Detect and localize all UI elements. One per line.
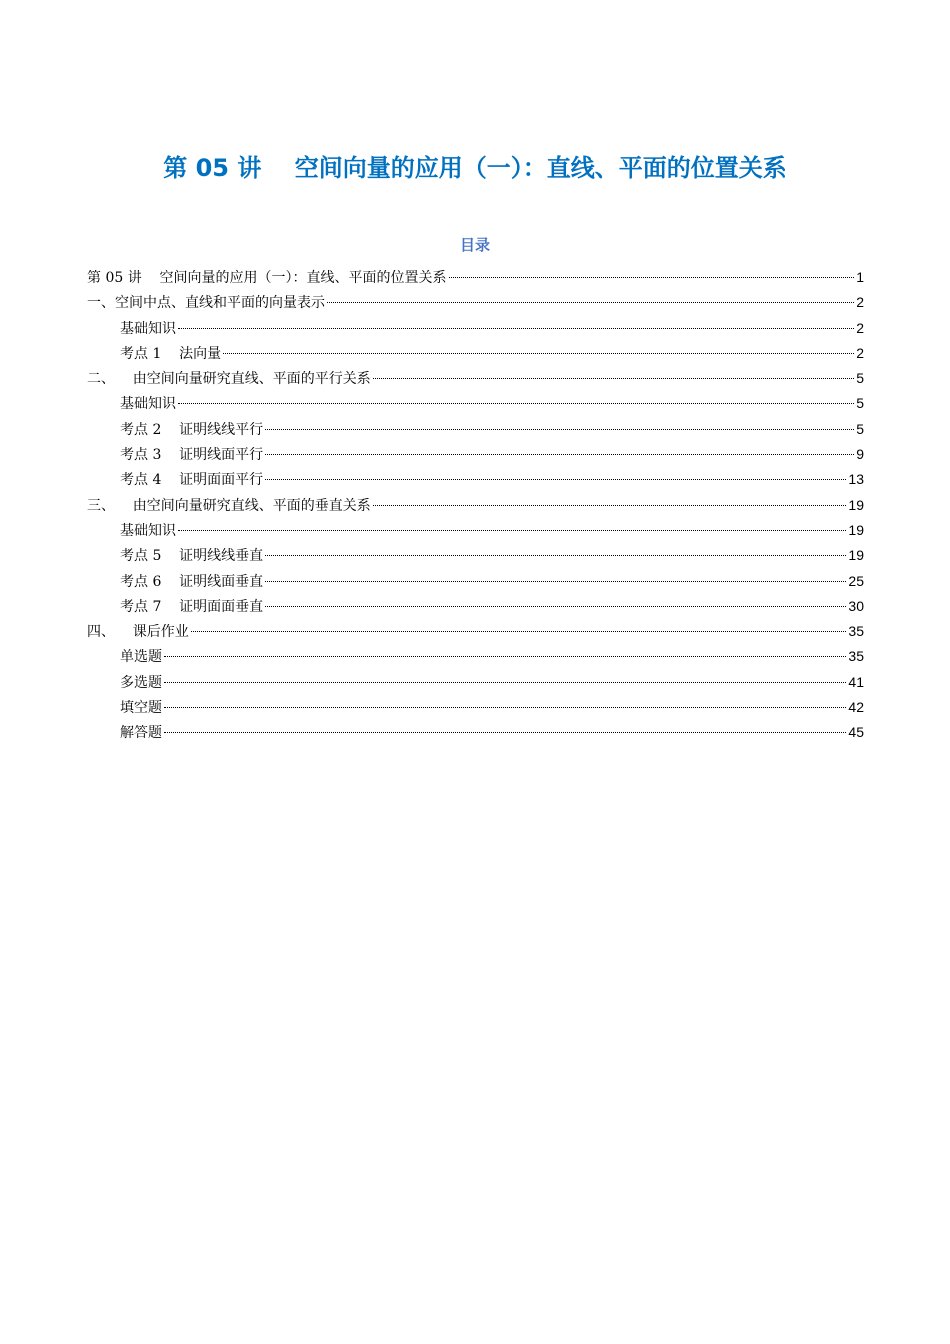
- toc-entry-page-number[interactable]: 5: [856, 395, 864, 412]
- toc-entry[interactable]: [87, 291, 864, 316]
- toc-dot-leader: [164, 682, 846, 683]
- toc-entry-page-number[interactable]: 5: [856, 370, 864, 387]
- toc-entry-label[interactable]: 考点 6 证明线面垂直: [120, 573, 264, 590]
- toc-entry-label[interactable]: 基础知识: [120, 396, 176, 413]
- toc-entry[interactable]: [87, 645, 864, 670]
- toc-entry-page-number[interactable]: 2: [856, 319, 864, 336]
- toc-dot-leader: [191, 631, 847, 632]
- toc-dot-leader: [164, 656, 846, 657]
- toc-entry-label[interactable]: 二、 由空间向量研究直线、平面的平行关系: [87, 371, 371, 388]
- toc-entry-label[interactable]: 考点 2 证明线线平行: [120, 421, 264, 438]
- toc-entry[interactable]: [87, 620, 864, 645]
- toc-entry-label[interactable]: 四、 课后作业: [87, 624, 189, 641]
- toc-entry-label[interactable]: 考点 7 证明面面垂直: [120, 598, 264, 615]
- toc-entry[interactable]: [87, 595, 864, 620]
- toc-entry-page-number[interactable]: 42: [848, 699, 864, 716]
- toc-entry[interactable]: [87, 266, 864, 291]
- toc-entry-label[interactable]: 基础知识: [120, 320, 176, 337]
- toc-entry-page-number[interactable]: 2: [856, 344, 864, 361]
- toc-entry-page-number[interactable]: 25: [848, 572, 864, 589]
- toc-entry-label[interactable]: 单选题: [120, 649, 162, 666]
- toc-entry-page-number[interactable]: 13: [848, 471, 864, 488]
- toc-entry-label[interactable]: 考点 5 证明线线垂直: [120, 548, 264, 565]
- toc-dot-leader: [265, 429, 854, 430]
- toc-entry-page-number[interactable]: 30: [848, 597, 864, 614]
- toc-entry-label[interactable]: 解答题: [120, 725, 162, 742]
- toc-entry-page-number[interactable]: 35: [848, 648, 864, 665]
- toc-entry[interactable]: [87, 696, 864, 721]
- toc-dot-leader: [223, 353, 854, 354]
- toc-entry[interactable]: [87, 671, 864, 696]
- table-of-contents: [87, 266, 864, 747]
- toc-entry[interactable]: [87, 443, 864, 468]
- toc-entry-label[interactable]: 三、 由空间向量研究直线、平面的垂直关系: [87, 497, 371, 514]
- toc-entry-page-number[interactable]: 19: [848, 547, 864, 564]
- toc-dot-leader: [265, 454, 854, 455]
- toc-entry-label[interactable]: 考点 3 证明线面平行: [120, 447, 264, 464]
- toc-entry[interactable]: [87, 519, 864, 544]
- toc-entry[interactable]: [87, 317, 864, 342]
- toc-entry-page-number[interactable]: 19: [848, 521, 864, 538]
- toc-dot-leader: [449, 277, 855, 278]
- toc-entry-page-number[interactable]: 35: [848, 623, 864, 640]
- toc-entry[interactable]: [87, 544, 864, 569]
- toc-entry-page-number[interactable]: 41: [848, 673, 864, 690]
- toc-entry[interactable]: [87, 418, 864, 443]
- toc-entry-page-number[interactable]: 1: [856, 269, 864, 285]
- toc-entry-label[interactable]: 考点 4 证明面面平行: [120, 472, 264, 489]
- toc-entry[interactable]: [87, 721, 864, 746]
- toc-dot-leader: [178, 530, 846, 531]
- toc-entry-label[interactable]: 多选题: [120, 674, 162, 691]
- toc-entry[interactable]: [87, 468, 864, 493]
- toc-entry-label[interactable]: 一、空间中点、直线和平面的向量表示: [87, 295, 325, 312]
- toc-dot-leader: [373, 378, 854, 379]
- toc-dot-leader: [178, 328, 854, 329]
- toc-dot-leader: [327, 302, 854, 303]
- toc-entry[interactable]: [87, 570, 864, 595]
- toc-entry-label[interactable]: 填空题: [120, 700, 162, 717]
- toc-entry-page-number[interactable]: 5: [856, 420, 864, 437]
- toc-dot-leader: [164, 732, 846, 733]
- toc-dot-leader: [265, 479, 846, 480]
- toc-entry[interactable]: [87, 367, 864, 392]
- toc-entry-page-number[interactable]: 2: [856, 294, 864, 311]
- toc-entry[interactable]: [87, 494, 864, 519]
- toc-entry-page-number[interactable]: 9: [856, 446, 864, 463]
- toc-entry-label[interactable]: 考点 1 法向量: [120, 345, 222, 362]
- toc-entry[interactable]: [87, 392, 864, 417]
- toc-dot-leader: [373, 505, 847, 506]
- toc-dot-leader: [265, 555, 846, 556]
- toc-dot-leader: [164, 707, 846, 708]
- toc-entry[interactable]: [87, 342, 864, 367]
- toc-entry-page-number[interactable]: 45: [848, 724, 864, 741]
- toc-dot-leader: [178, 403, 854, 404]
- toc-dot-leader: [265, 581, 846, 582]
- toc-entry-page-number[interactable]: 19: [848, 496, 864, 513]
- toc-entry-label[interactable]: 第 05 讲 空间向量的应用（一）：直线、平面的位置关系: [87, 270, 447, 286]
- toc-entry-label[interactable]: 基础知识: [120, 522, 176, 539]
- toc-dot-leader: [265, 606, 846, 607]
- document-title: 第 05 讲 空间向量的应用（一）：直线、平面的位置关系: [163, 154, 787, 182]
- toc-heading: 目录: [459, 236, 490, 254]
